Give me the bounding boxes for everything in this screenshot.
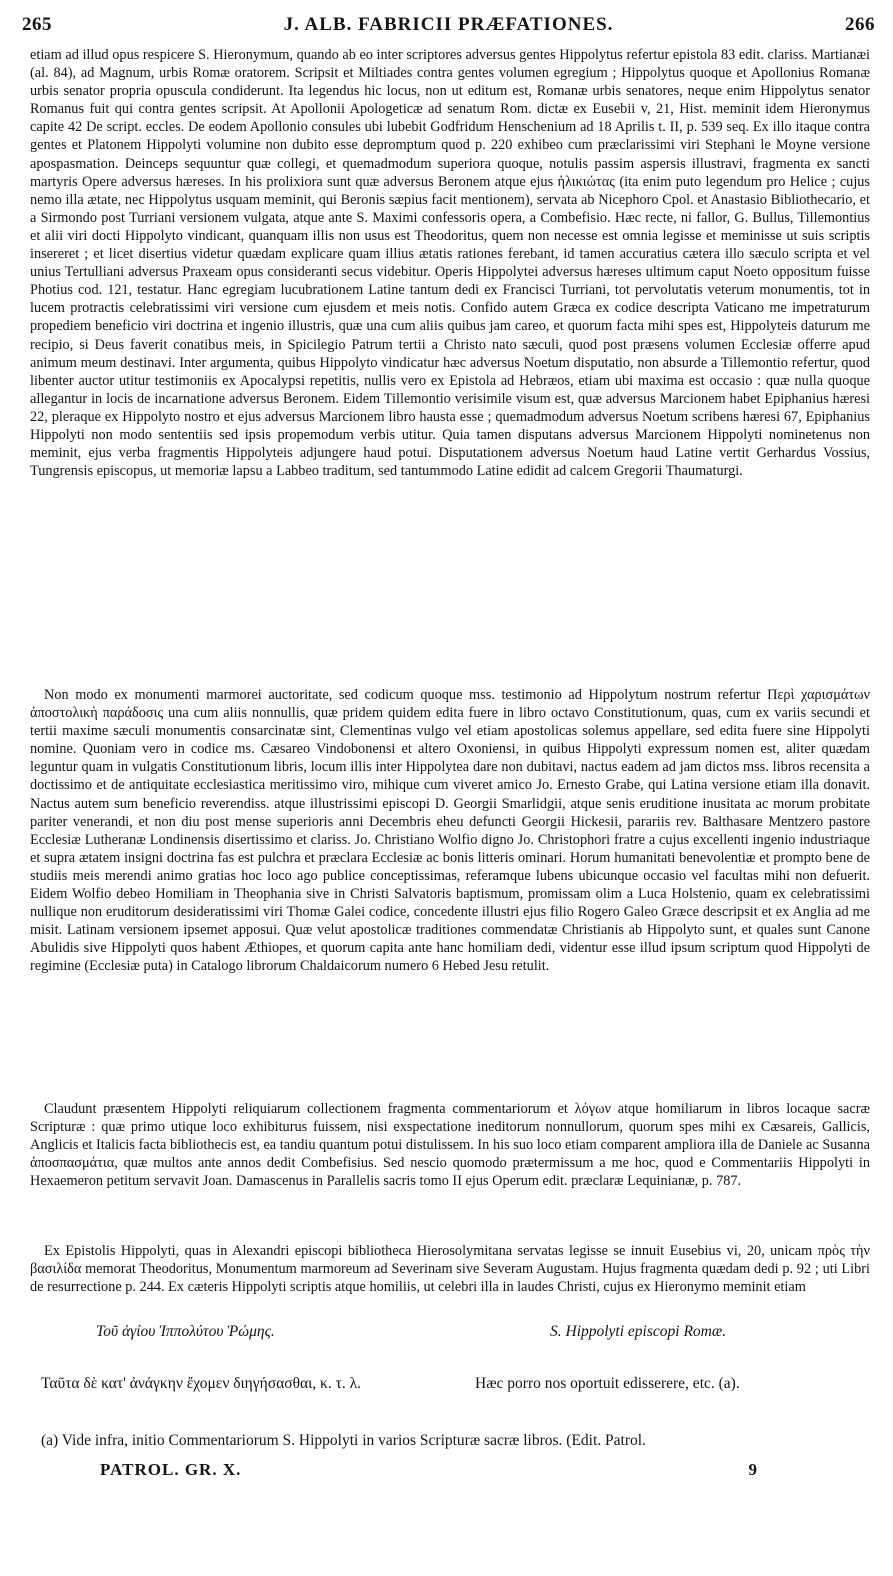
paragraph-3 <box>30 1100 870 1190</box>
page-header <box>22 14 875 40</box>
footnote: (a) Vide infra, initio Commentariorum S. Hippolyti in varios Scripturæ sacræ libros. (Edit. Patrol. <box>41 1432 646 1449</box>
latin-text: Hæc porro nos oportuit edisserere, etc. (a). <box>475 1375 740 1392</box>
page-number-left: 265 <box>22 14 52 35</box>
paragraph-4 <box>30 1242 870 1296</box>
paragraph-1 <box>30 46 870 480</box>
gathering-number: 9 <box>748 1460 758 1479</box>
paragraph-text: Claudunt præsentem Hippolyti reliquiarum collectionem fragmenta commentariorum et λόγων atque homiliarum in libros locaque sacræ Scripturæ : quæ primo utique loco exhibiturus fuissem, nisi exspectatione ineditorum nonnullorum, quorum spes mihi ex Cæsareis, Gallicis, Anglicis et Italicis facta bibliothecis est, ea tandiu quantum potui distulissem. In his suo loco etiam comparent ampliora illa de Daniele ac Susanna ἀποσπασμάτια, quæ multos ante annos dedit Combefisius. Sed nescio quomodo prætermissum a me hoc, quod e Commentariis Hippolyti in Hexaemeron petitum servavit Joan. Damascenus in Parallelis sacris tomo II ejus Operum edit. præclaræ Lequinianæ, p. 787. <box>30 1101 870 1190</box>
latin-text: S. Hippolyti episcopi Romæ. <box>550 1323 727 1340</box>
greek-text: Τοῦ ἁγίου Ἱππολύτου Ῥώμης. <box>96 1323 275 1340</box>
signature-mark: PATROL. GR. X. <box>100 1460 242 1479</box>
page-footer <box>100 1460 758 1480</box>
page-number-right: 266 <box>845 14 875 35</box>
greek-text: Ταῦτα δὲ κατ' ἀνάγκην ἔχομεν διηγήσασθαι, κ. τ. λ. <box>41 1375 361 1392</box>
running-title: J. ALB. FABRICII PRÆFATIONES. <box>283 14 614 35</box>
paragraph-2 <box>30 686 870 976</box>
paragraph-text: Non modo ex monumenti marmorei auctoritate, sed codicum quoque mss. testimonio ad Hippolytum nostrum refertur Περὶ χαρισμάτων ἀποστολικὴ παράδοσις una cum aliis nonnullis, quæ pridem quidem edita fuere in libro octavo Constitutionum, quas, cum ex variis secundi et tertii maxime sæculi monumentis consarcinatæ sint, Clementinas vulgo vel etiam apostolicas solemus appellare, sed edita fuere sine Hippolyti nomine. Quoniam vero in codice ms. Cæsareo Vindobonensi et altero Oxoniensi, in quibus Hippolyti expressum nomen est, aliter quædam leguntur quam in vulgatis Constitutionum libris, locum illis inter Hippolytea dare non dubitavi, nactus eadem ad jam dictos mss. libros recensita a doctissimo et de antiquitate ecclesiastica meritissimo viro, mihique cum viveret amico Jo. Ernesto Grabe, qui Latina versione etiam illa donavit. Nactus autem sum beneficio reverendiss. atque illustrissimi episcopi D. Georgii Smarlidgii, atque senis eruditione inusitata ac morum probitate pariter venerandi, et non diu post mense superioris anni Decembris eheu defuncti Georgii Hickesii, parariis rev. Balthasare Mentzero pastore Ecclesiæ Lutheranæ Londinensis disertissimo et clariss. Jo. Christiano Wolfio digno Jo. Christophori fratre a cujus excellenti ingenio industriaque et supra ætatem insigni doctrina fas est pulchra et præclara Ecclesiæ ac bonis litteris ominari. Horum humanitati benevolentiæ et prompto bene de studiis meis merendi animo gratias hoc loco ago publice conceptissimas, referamque lubens ubicunque occasio vel facultas mihi non defuerit. Eidem Wolfio debeo Homiliam in Theophania sive in Christi Salvatoris baptismum, promissam olim a Luca Holstenio, quam ex celebratissimi nullique non eruditorum desideratissimi viri Thomæ Galei codice, concedente illustri ejus filio Rogero Galeo Græce descripsit et ex Anglia ad me misit. Latinam versionem ipsemet apposui. Quæ velut apostolicæ traditiones commendatæ Christianis ab Hippolyto sunt, et quales sunt Canone Abulidis sive Hippolyti quos habent Æthiopes, et quorum capita ante hanc homiliam dedi, videntur esse illud ipsum scriptum quod Hippolyti de regimine (Ecclesiæ puta) in Catalogo librorum Chaldaicorum numero 6 Hebed Jesu retulit. <box>30 687 870 975</box>
paragraph-text: Ex Epistolis Hippolyti, quas in Alexandri episcopi bibliotheca Hierosolymitana servatas legisse se innuit Eusebius vi, 20, unicam πρὸς τὴν βασιλίδα memorat Theodoritus, Monumentum marmoreum ad Severinam sive Severam Augustam. Hujus fragmenta quædam dedi p. 92 ; uti Libri de resurrectione p. 244. Ex cæteris Hippolyti scriptis atque homiliis, ut celebri illa in laudes Christi, cujus ex Hieronymo meminit etiam <box>30 1243 870 1296</box>
paragraph-text: etiam ad illud opus respicere S. Hieronymum, quando ab eo inter scriptores adversus gentes Hippolytus refertur epistola 83 edit. clariss. Martianæi (al. 84), ad Magnum, urbis Romæ oratorem. Scripsit et Miltiades contra gentes volumen egregium ; Hippolytus quoque et Apollonius Romanæ urbis senator propria opuscula condiderunt. Ita legendus hic locus, non ut editum est, Romanæ urbis senatores, neque enim Hippolytus senator Romanus fuit qui contra gentes scripsit. At Apollonii Apologeticæ ad senatum Rom. dictæ ex Eusebii v, 21, Hist. meminit idem Hieronymus capite 42 De script. eccles. De eodem Apollonio consules ubi lubebit Godfridum Henschenium ad 18 Aprilis t. II, p. 539 seq. Ex illo itaque contra gentes et Platonem Hippolyti volumine non dubito esse depromptum quod p. 220 exhibeo cum præclarissimi viri Stephani le Moyne versione apospasmation. Deinceps sequuntur quæ collegi, et quemadmodum superiora quoque, notulis passim aspersis illustravi, fragmenta ex sancti martyris Opere adversus hæreses. In his prolixiora sunt quæ adversus Beronem atque ejus ἡλικιώτας (ita enim puto legendum pro Helice ; cujus nemo illa ætate, nec Hippolytus usquam meminit, qui Beronis sæpius facit mentionem), servata ab Nicephoro Cpol. et Anastasio Bibliothecario, et a Sirmondo post Turriani versionem vulgata, atque ante S. Maximi confessoris opera, a Combefisio. Hæc recte, ni fallor, G. Bullus, Tillemontius et alii viri docti Hippolyto vindicant, quanquam illis non usus est Theodoritus, quem non necesse est omnia legisse et meminisse ut suis scriptis insereret ; et licet disertius videtur quædam explicare quam illius ætatis rationes ferebant, id tamen accuratius cætera illo sæculo scripta et vel unius Tertulliani adversus Praxeam opus consideranti secus videbitur. Operis Hippolytei adversus hæreses ultimum caput Noeto oppositum fuisse Photius cod. 121, testatur. Hanc egregiam lucubrationem Latine tantum dedi ex Francisci Turriani, tot pervolutatis veterum monumentis, tot in lucem protractis celebratissimi viri versione cum ejusdem et meis notis. Confido autem Græca ex codice descripta Vaticano me impetraturum propediem beneficio viri doctrina et ingenio illustris, quæ una cum aliis quibus jam careo, et quorum facta mihi spes est, Hippolyteis daturum me recipio, si Deus faverit conatibus meis, in Spicilegio Patrum tertii a Christo nato sæculi, quod post præsens volumen Ecclesiæ offerre apud animum meum destinavi. Inter argumenta, quibus Hippolyto vindicatur hæc adversus Noetum disputatio, non absurde a Tillemontio refertur, quod libenter auctor utitur testimoniis ex Apocalypsi repetitis, nullis vero ex Epistola ad Hebræos, etiam ubi maxima est occasio : quæ nulla quoque allegantur in locis de incarnatione adversus Beronem. Eidem Tillemontio verisimile visum est, quæ adversus Marcionem habet Epiphanius hæresi 22, pleraque ex Hippolyto nostro et ejus adversus Marcionem libro hausta esse ; quemadmodum adversus Noetum scribens hæresi 67, Epiphanius Hippolyti non modo sententiis sed ipsis propemodum verbis utitur. Quia tamen disputans adversus Marcionem Hippolyti nominetenus non meminit, ejus verba fragmentis Hippolyteis adjungere haud potui. Disputationem adversus Noetum haud Latine vertit Gerhardus Vossius, Tungrensis episcopus, ut memoriæ lapsu a Labbeo traditum, sed tantummodo Latine edidit ad calcem Gregorii Thaumaturgi. <box>30 47 870 480</box>
